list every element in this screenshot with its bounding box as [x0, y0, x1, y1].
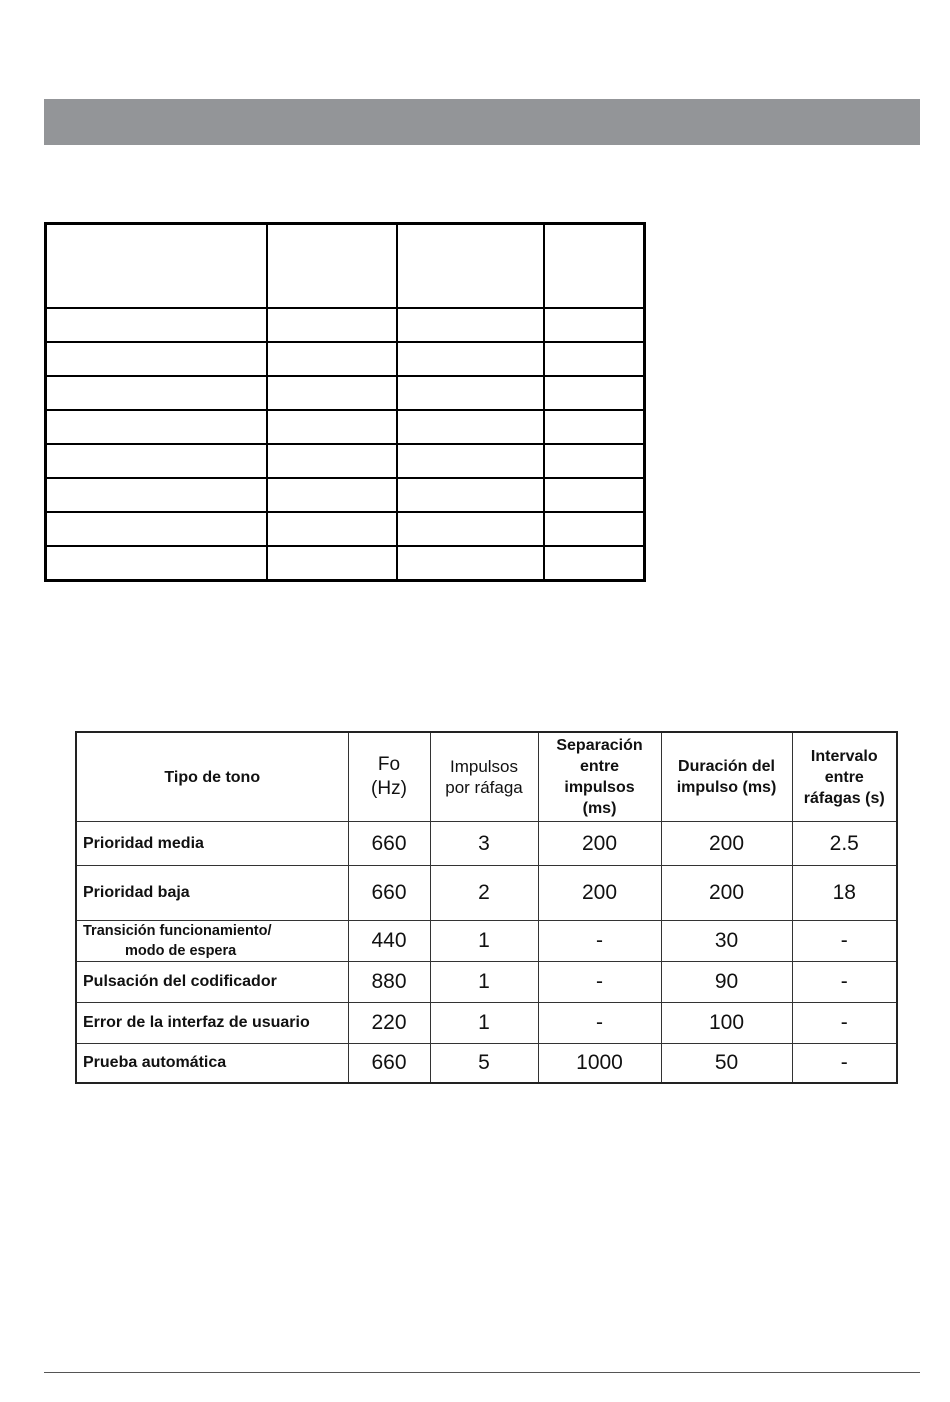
cell-separacion: - [538, 1003, 661, 1044]
cell-separacion: 1000 [538, 1044, 661, 1084]
cell-intervalo: - [792, 1003, 897, 1044]
cell-impulsos: 2 [430, 866, 538, 921]
cell-separacion: 200 [538, 866, 661, 921]
cell-separacion: 200 [538, 822, 661, 866]
cell-tipo: Prueba automática [76, 1044, 348, 1084]
cell-duracion: 100 [661, 1003, 792, 1044]
blank-table-row [46, 376, 645, 410]
header-duracion: Duración del impulso (ms) [661, 732, 792, 822]
cell-duracion: 200 [661, 822, 792, 866]
table-row [76, 1003, 897, 1044]
blank-table-row [46, 308, 645, 342]
table-row [76, 962, 897, 1003]
cell-duracion: 50 [661, 1044, 792, 1084]
tone-types-table [75, 731, 898, 1084]
cell-fo: 660 [348, 1044, 430, 1084]
header-fo: Fo (Hz) [348, 732, 430, 822]
cell-fo: 880 [348, 962, 430, 1003]
cell-impulsos: 1 [430, 962, 538, 1003]
cell-fo: 440 [348, 921, 430, 962]
cell-duracion: 90 [661, 962, 792, 1003]
cell-fo: 660 [348, 866, 430, 921]
table-row [76, 822, 897, 866]
cell-impulsos: 1 [430, 921, 538, 962]
tone-table-header-row [76, 732, 897, 822]
table-row [76, 921, 897, 962]
header-separacion: Separación entre impulsos (ms) [538, 732, 661, 822]
cell-tipo: Error de la interfaz de usuario [76, 1003, 348, 1044]
cell-intervalo: - [792, 962, 897, 1003]
blank-table-header-row [46, 224, 645, 309]
cell-impulsos: 3 [430, 822, 538, 866]
cell-intervalo: - [792, 921, 897, 962]
blank-table-row [46, 546, 645, 581]
cell-duracion: 200 [661, 866, 792, 921]
header-tipo: Tipo de tono [76, 732, 348, 822]
cell-impulsos: 1 [430, 1003, 538, 1044]
cell-tipo: Prioridad media [76, 822, 348, 866]
header-intervalo: Intervalo entre ráfagas (s) [792, 732, 897, 822]
blank-table-row [46, 342, 645, 376]
blank-table-row [46, 444, 645, 478]
blank-table-row [46, 478, 645, 512]
cell-tipo: Pulsación del codificador [76, 962, 348, 1003]
cell-tipo: Transición funcionamiento/ modo de espera [76, 921, 348, 962]
table-row [76, 1044, 897, 1084]
cell-duracion: 30 [661, 921, 792, 962]
table-row [76, 866, 897, 921]
cell-intervalo: 2.5 [792, 822, 897, 866]
cell-fo: 220 [348, 1003, 430, 1044]
footer-divider [44, 1372, 920, 1373]
cell-tipo: Prioridad baja [76, 866, 348, 921]
cell-separacion: - [538, 921, 661, 962]
section-header-bar [44, 99, 920, 145]
cell-separacion: - [538, 962, 661, 1003]
blank-table-row [46, 410, 645, 444]
cell-intervalo: 18 [792, 866, 897, 921]
cell-impulsos: 5 [430, 1044, 538, 1084]
blank-table [44, 222, 646, 582]
blank-table-row [46, 512, 645, 546]
header-impulsos: Impulsos por ráfaga [430, 732, 538, 822]
cell-intervalo: - [792, 1044, 897, 1084]
cell-fo: 660 [348, 822, 430, 866]
